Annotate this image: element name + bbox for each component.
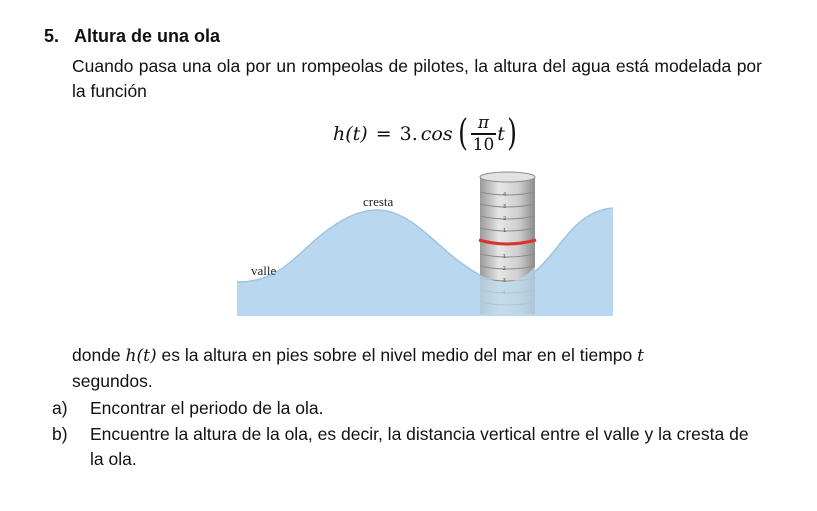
svg-text:1: 1	[503, 228, 507, 234]
wave-illustration	[237, 170, 613, 316]
question-b	[52, 422, 762, 472]
desc-var-t: t	[637, 346, 644, 366]
svg-text:3: 3	[503, 204, 507, 210]
desc-middle: es la altura en pies sobre el nivel medio del mar en el tiempo	[161, 345, 633, 365]
svg-text:2: 2	[503, 216, 507, 222]
formula-open-paren: (	[457, 113, 468, 154]
crest-label: cresta	[363, 194, 394, 209]
desc-prefix: donde	[72, 345, 121, 365]
wave-figure	[237, 170, 613, 316]
problem-heading	[44, 26, 220, 47]
question-label: b)	[52, 424, 68, 444]
question-a	[52, 396, 323, 421]
water-body	[237, 208, 613, 316]
formula-denominator: 10	[472, 134, 495, 155]
question-text: Encuentre la altura de la ola, es decir, la distancia vertical entre el valle y la cresta de la ola.	[90, 424, 749, 469]
formula-numerator: π	[477, 113, 490, 134]
svg-text:4: 4	[503, 192, 507, 198]
formula-var: t	[497, 123, 505, 145]
trough-label: valle	[251, 263, 277, 278]
question-text: Encontrar el periodo de la ola.	[90, 398, 324, 418]
svg-text:-3: -3	[501, 278, 506, 284]
problem-title: Altura de una ola	[74, 26, 221, 46]
problem-number: 5.	[44, 26, 60, 46]
desc-suffix: segundos.	[72, 371, 153, 391]
problem-intro: Cuando pasa una ola por un rompeolas de pilotes, la altura del agua está modelada por la función	[72, 56, 762, 101]
wave-formula	[333, 110, 519, 158]
desc-var-h: h(t)	[125, 346, 157, 366]
formula-coef: 3.	[399, 123, 418, 145]
formula-equals: =	[375, 123, 392, 145]
question-label: a)	[52, 398, 68, 418]
formula-fraction	[471, 113, 497, 155]
formula-func: cos	[420, 123, 453, 145]
formula-lhs: h(t)	[333, 123, 368, 145]
svg-text:-1: -1	[501, 254, 506, 260]
variable-description	[72, 343, 762, 394]
svg-text:-2: -2	[501, 266, 506, 272]
formula-close-paren: )	[507, 113, 517, 154]
